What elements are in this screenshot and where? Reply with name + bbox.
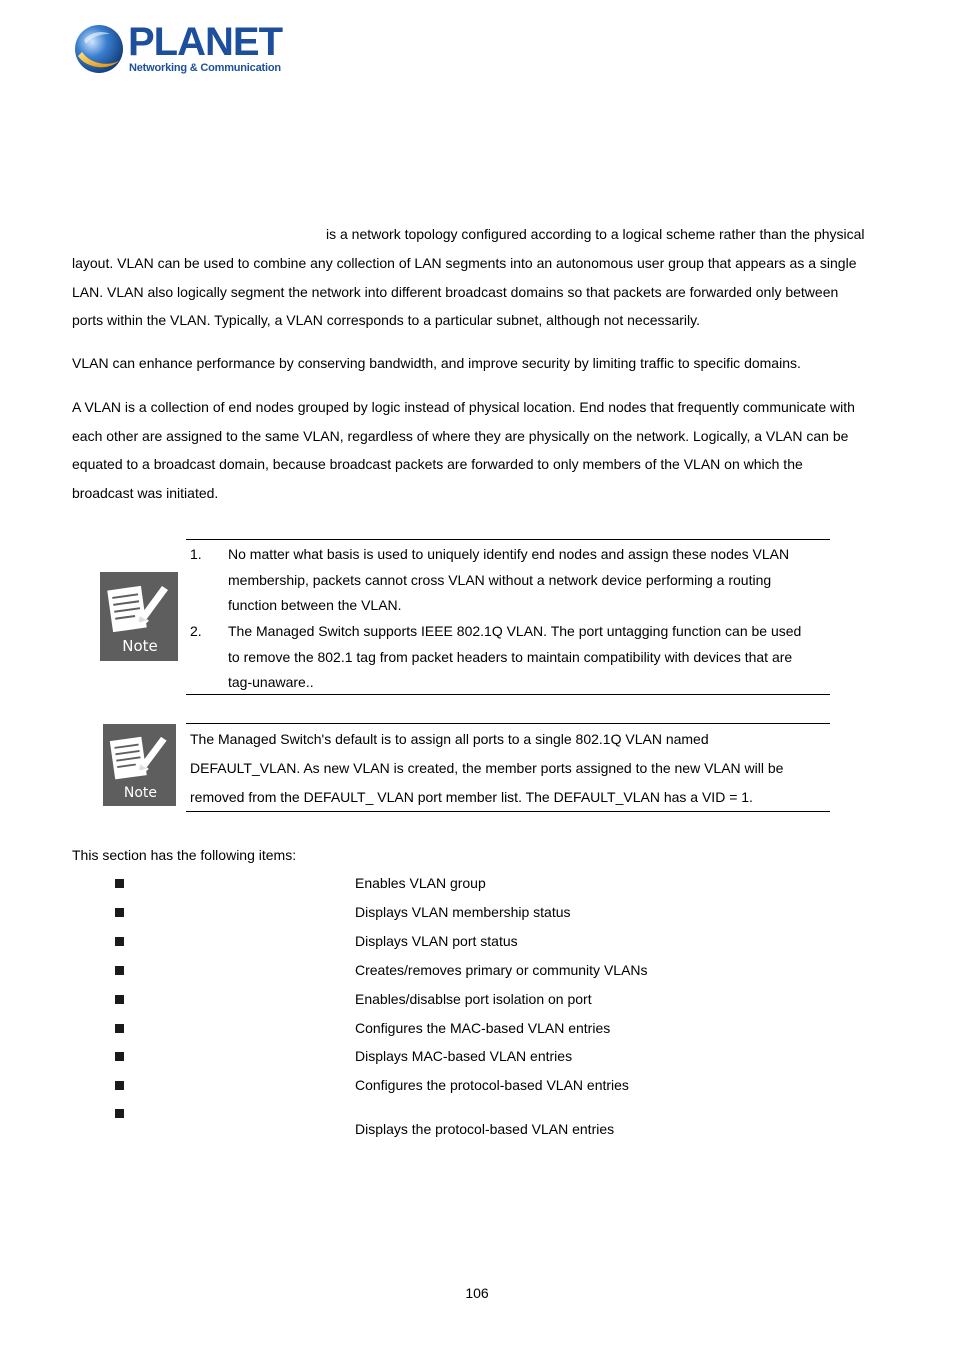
bullet-icon [115, 879, 124, 888]
note-2-line: DEFAULT_VLAN. As new VLAN is created, the member ports assigned to the new VLAN will be [190, 760, 784, 776]
svg-text:Note: Note [123, 784, 158, 801]
intro-paragraph-2: VLAN can enhance performance by conserving bandwidth, and improve security by limiting traffic to specific domains. [72, 355, 801, 371]
note-1-item-2-line: tag-unaware.. [228, 674, 314, 690]
note-1-item-number: 1. [190, 546, 202, 562]
bullet-icon [115, 966, 124, 975]
note-1-item-2-line: to remove the 802.1 tag from packet headers to maintain compatibility with devices that are [228, 648, 793, 665]
globe-icon [72, 22, 128, 78]
logo-wordmark: PLANET [128, 20, 282, 64]
note-1-item-1-line: membership, packets cannot cross VLAN without a network device performing a routing [228, 571, 772, 588]
note-1-item-1-line: function between the VLAN. [228, 597, 402, 613]
note-2-top-rule [186, 723, 830, 724]
note-1-bottom-rule [186, 694, 830, 695]
item-description: Enables VLAN group [355, 875, 486, 891]
intro-paragraph-first-line: is a network topology configured according to a logical scheme rather than the physical [326, 226, 865, 242]
text-line: layout. VLAN can be used to combine any collection of LAN segments into an autonomous user group that appears as a single [72, 255, 857, 271]
note-1-item-number: 2. [190, 623, 202, 639]
intro-paragraph-3 [72, 393, 884, 508]
note-2-line: The Managed Switch's default is to assign all ports to a single 802.1Q VLAN named [190, 731, 709, 747]
item-description: Displays MAC-based VLAN entries [355, 1048, 573, 1064]
text-line: LAN. VLAN also logically segment the network into different broadcast domains so that packets are forwarded only between [72, 283, 839, 300]
bullet-icon [115, 1109, 124, 1118]
notepad-pen-icon [103, 724, 176, 806]
bullet-icon [115, 937, 124, 946]
note-1-item-2-line: The Managed Switch supports IEEE 802.1Q VLAN. The port untagging function can be used [228, 623, 802, 639]
logo-tagline: Networking & Communication [129, 62, 281, 74]
note-2-bottom-rule [186, 811, 830, 812]
item-description: Displays VLAN port status [355, 933, 518, 949]
notepad-pen-icon [100, 572, 178, 661]
item-description: Configures the MAC-based VLAN entries [355, 1020, 611, 1036]
text-line: ports within the VLAN. Typically, a VLAN corresponds to a particular subnet, although not necessarily. [72, 312, 700, 329]
note-1-icon [100, 572, 178, 661]
intro-paragraph-1 [72, 249, 884, 335]
bullet-icon [115, 1081, 124, 1090]
item-description: Configures the protocol-based VLAN entries [355, 1077, 629, 1093]
bullet-icon [115, 908, 124, 917]
text-line: A VLAN is a collection of end nodes grouped by logic instead of physical location. End nodes that frequently communicate with [72, 399, 855, 415]
text-line: broadcast was initiated. [72, 485, 219, 502]
bullet-icon [115, 1052, 124, 1061]
items-intro: This section has the following items: [72, 847, 297, 863]
note-2-icon [103, 724, 176, 806]
text-line: each other are assigned to the same VLAN, regardless of where they are physically on the network. Logically, a VLAN can be [72, 427, 849, 444]
note-2-line: removed from the DEFAULT_ VLAN port member list. The DEFAULT_VLAN has a VID = 1. [190, 789, 753, 805]
item-description: Displays the protocol-based VLAN entries [355, 1121, 615, 1137]
item-description: Enables/disablse port isolation on port [355, 991, 592, 1007]
note-1-item-1-line: No matter what basis is used to uniquely identify end nodes and assign these nodes VLAN [228, 546, 790, 562]
text-line: equated to a broadcast domain, because broadcast packets are forwarded to only members of the VLAN on which the [72, 456, 803, 473]
item-description: Creates/removes primary or community VLANs [355, 962, 648, 978]
note-1-top-rule [186, 539, 830, 540]
item-description: Displays VLAN membership status [355, 904, 571, 920]
page-number: 106 [465, 1285, 489, 1301]
svg-text:Note: Note [122, 637, 158, 655]
bullet-icon [115, 1024, 124, 1033]
bullet-icon [115, 995, 124, 1004]
